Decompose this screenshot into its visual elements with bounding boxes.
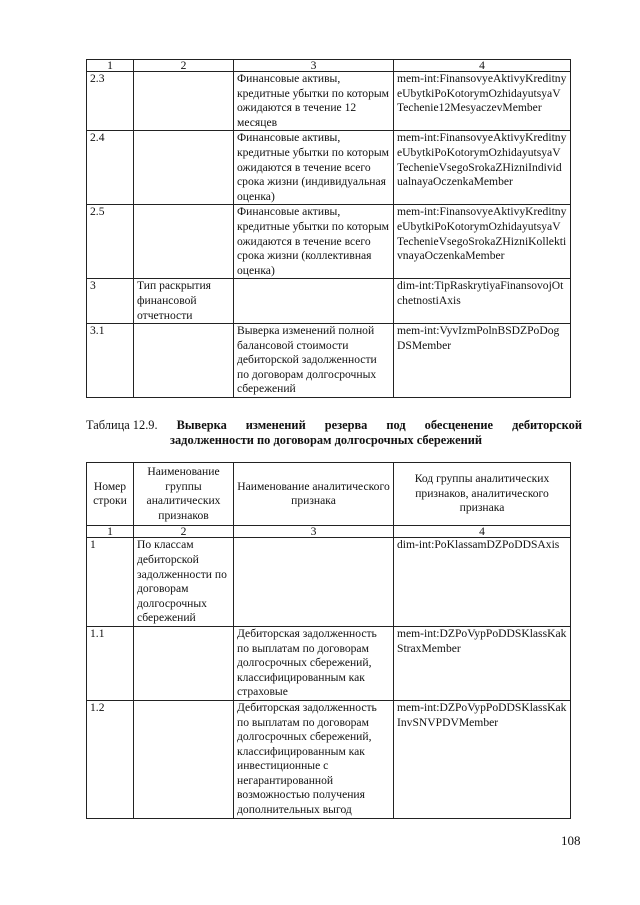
table-row xyxy=(87,279,571,324)
group-name xyxy=(134,700,234,818)
col-number: 2 xyxy=(134,60,234,72)
row-number: 3.1 xyxy=(87,324,134,398)
caption-word: обесценение xyxy=(424,418,494,432)
feature-name: Финансовые активы, кредитные убытки по которым ожидаются в течение 12 месяцев xyxy=(234,72,394,131)
group-name xyxy=(134,131,234,205)
row-number: 1.2 xyxy=(87,700,134,818)
col-number: 4 xyxy=(394,526,571,538)
caption-word: Выверка xyxy=(176,418,227,432)
group-name: Тип раскрытия финансовой отчетности xyxy=(134,279,234,324)
feature-name: Дебиторская задолженность по выплатам по договорам долгосрочных сбережений, классифицированным как инвестиционные с негарантированной возможностью получения дополнительных выгод xyxy=(234,700,394,818)
feature-code: mem-int:VyvIzmPolnBSDZPoDogDSMember xyxy=(394,324,571,398)
feature-code: dim-int:PoKlassamDZPoDDSAxis xyxy=(394,538,571,627)
page-number: 108 xyxy=(561,833,581,848)
caption-word: дебиторской xyxy=(512,418,582,432)
table-row xyxy=(87,538,571,627)
row-number: 1.1 xyxy=(87,626,134,700)
group-name: По классам дебиторской задолженности по договорам долгосрочных сбережений xyxy=(134,538,234,627)
feature-name xyxy=(234,279,394,324)
col-number: 1 xyxy=(87,526,134,538)
caption-word: под xyxy=(386,418,406,432)
caption-word: резерва xyxy=(324,418,368,432)
feature-code: mem-int:FinansovyeAktivyKreditnyeUbytkiPoKotorymOzhidayutsyaVTechenieVsegoSrokaZHizniIndividualnayaOczenkaMember xyxy=(394,131,571,205)
row-number: 1 xyxy=(87,538,134,627)
row-number: 2.3 xyxy=(87,72,134,131)
feature-name: Финансовые активы, кредитные убытки по которым ожидаются в течение всего срока жизни (индивидуальная оценка) xyxy=(234,131,394,205)
feature-code: mem-int:DZPoVypPoDDSKlassKakStraxMember xyxy=(394,626,571,700)
table-row xyxy=(87,205,571,279)
feature-code: mem-int:DZPoVypPoDDSKlassKakInvSNVPDVMember xyxy=(394,700,571,818)
row-number: 2.5 xyxy=(87,205,134,279)
feature-name: Дебиторская задолженность по выплатам по договорам долгосрочных сбережений, классифицированным как страховые xyxy=(234,626,394,700)
col-number: 3 xyxy=(234,526,394,538)
col-number: 1 xyxy=(87,60,134,72)
feature-code: mem-int:FinansovyeAktivyKreditnyeUbytkiPoKotorymOzhidayutsyaVTechenie12MesyaczevMember xyxy=(394,72,571,131)
feature-name xyxy=(234,538,394,627)
feature-name: Финансовые активы, кредитные убытки по которым ожидаются в течение всего срока жизни (коллективная оценка) xyxy=(234,205,394,279)
caption-word: изменений xyxy=(245,418,306,432)
table-row xyxy=(87,700,571,818)
table-caption xyxy=(86,418,582,448)
table-row xyxy=(87,324,571,398)
column-number-row xyxy=(87,526,571,538)
table-continuation xyxy=(86,59,571,398)
table-row xyxy=(87,131,571,205)
group-name xyxy=(134,626,234,700)
feature-code: mem-int:FinansovyeAktivyKreditnyeUbytkiPoKotorymOzhidayutsyaVTechenieVsegoSrokaZHizniKollektivnayaOczenkaMember xyxy=(394,205,571,279)
header-feature-name: Наименование аналитического признака xyxy=(234,463,394,526)
col-number: 2 xyxy=(134,526,234,538)
header-row xyxy=(87,463,571,526)
group-name xyxy=(134,72,234,131)
caption-line-1 xyxy=(86,418,582,433)
table-row xyxy=(87,626,571,700)
group-name xyxy=(134,205,234,279)
caption-prefix: Таблица 12.9. xyxy=(86,418,158,432)
group-name xyxy=(134,324,234,398)
header-row-number: Номер строки xyxy=(87,463,134,526)
col-number: 3 xyxy=(234,60,394,72)
row-number: 3 xyxy=(87,279,134,324)
header-group-name: Наименование группы аналитических признаков xyxy=(134,463,234,526)
feature-code: dim-int:TipRaskrytiyaFinansovojOtchetnostiAxis xyxy=(394,279,571,324)
table-12-9 xyxy=(86,462,571,819)
col-number: 4 xyxy=(394,60,571,72)
feature-name: Выверка изменений полной балансовой стоимости дебиторской задолженности по договорам долгосрочных сбережений xyxy=(234,324,394,398)
table-row xyxy=(87,72,571,131)
caption-line-2: задолженности по договорам долгосрочных сбережений xyxy=(170,433,483,447)
row-number: 2.4 xyxy=(87,131,134,205)
column-number-row xyxy=(87,60,571,72)
header-code: Код группы аналитических признаков, аналитического признака xyxy=(394,463,571,526)
